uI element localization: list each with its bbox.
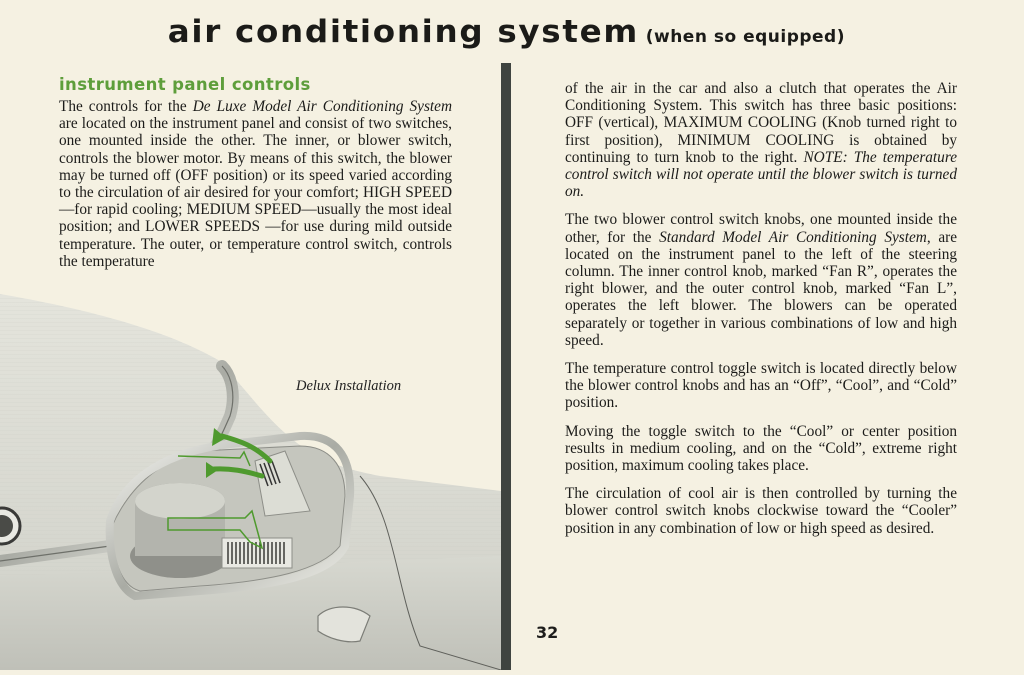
title-subtitle: (when so equipped) (645, 27, 845, 47)
dashboard-illustration (0, 286, 501, 670)
page-title (0, 14, 1024, 50)
right-column (565, 80, 957, 548)
title-main: air conditioning system (167, 14, 639, 50)
left-column (59, 74, 452, 270)
italic-run: De Luxe Model Air Conditioning System (192, 98, 453, 115)
italic-note: NOTE: The temperature control switch will not operate until the blower switch is turned on. (565, 148, 957, 201)
italic-run: Standard Model Air Conditioning System (659, 228, 927, 246)
page-number: 32 (536, 623, 559, 642)
text-run: The two blower control switch knobs, one mounted inside the other, for the (565, 211, 957, 246)
column-divider (501, 63, 511, 670)
section-heading: instrument panel controls (59, 75, 311, 94)
paragraph-toggle-switch: The temperature control toggle switch is located directly below the blower control knobs and has an “Off”, “Cool”, and “Cold” position. (565, 360, 957, 412)
paragraph-intro (59, 98, 452, 270)
illustration-caption: Delux Installation (296, 378, 402, 394)
text-run: The controls for the (59, 98, 193, 115)
paragraph-circulation: The circulation of cool air is then controlled by turning the blower control switch knobs clockwise toward the “Cooler” position in any combination of low or high speed as desired. (565, 485, 957, 537)
paragraph-cool-position: Moving the toggle switch to the “Cool” or center position results in medium cooling, and on the “Cold”, extreme right position, maximum cooling takes place. (565, 422, 957, 475)
paragraph-temperature-switch (565, 80, 957, 200)
text-run: , are located on the instrument panel to the left of the steering column. The inner control knob, marked “Fan R”, operates the right blower, and the outer control knob, marked “Fan L”, operates the left blower. The blowers can be operated separately or together in various combinations of low and high speed. (565, 228, 957, 349)
text-run: of the air in the car and also a clutch that operates the Air Conditioning System. This switch has three basic positions: OFF (vertical), MAXIMUM COOLING (Knob turned right to first position), MINIMUM COOLING is obtained by continuing to turn knob to the right. (565, 80, 957, 166)
paragraph-standard-model (565, 211, 957, 349)
text-run: are located on the instrument panel and consist of two switches, one mounted inside the other. The inner, or blower switch, controls the blower motor. By means of this switch, the blower may be turned off (OFF position) or its speed varied according to the circulation of air desired for your comfort; HIGH SPEED—for rapid cooling; MEDIUM SPEED—usually the most ideal position; and LOWER SPEEDS —for use during mild outside temperature. The outer, or temperature control switch, controls the temperature (59, 115, 452, 270)
dashboard-drawing-icon (0, 286, 501, 670)
